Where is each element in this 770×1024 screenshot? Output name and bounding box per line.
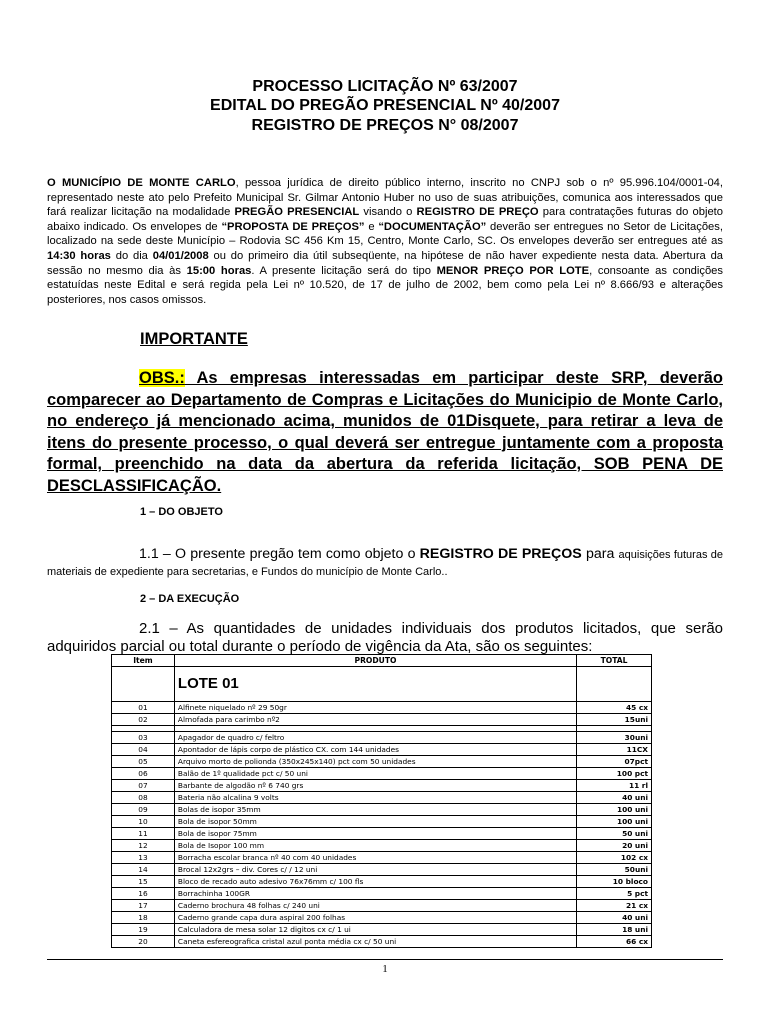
intro-text-4: e	[364, 220, 379, 233]
produto-cell: Bola de isopor 50mm	[174, 816, 576, 828]
produto-cell: Borrachinha 100GR	[174, 888, 576, 900]
table-row	[112, 816, 652, 828]
total-cell: 30uni	[577, 732, 652, 744]
intro-envelope-proposta: “PROPOSTA DE PREÇOS”	[221, 220, 365, 233]
produto-cell: Caderno brochura 48 folhas c/ 240 uni	[174, 900, 576, 912]
produto-cell: Bola de isopor 75mm	[174, 828, 576, 840]
header-registro-number: REGISTRO DE PREÇOS N° 08/2007	[251, 117, 519, 134]
total-cell: 40 uni	[577, 792, 652, 804]
total-cell: 40 uni	[577, 912, 652, 924]
intro-text-2: visando o	[359, 206, 417, 219]
table-row	[112, 744, 652, 756]
table-row	[112, 792, 652, 804]
intro-tipo: MENOR PREÇO POR LOTE	[436, 264, 590, 277]
intro-text-8: . A presente licitação será do tipo	[251, 264, 437, 277]
total-cell: 10 bloco	[577, 876, 652, 888]
section-2-paragraph	[47, 620, 723, 656]
produto-cell: Arquivo morto de polionda (350x245x140) pct com 50 unidades	[174, 756, 576, 768]
item-cell: 03	[112, 732, 175, 744]
total-cell: 07pct	[577, 756, 652, 768]
produto-cell: Balão de 1º qualidade pct c/ 50 uni	[174, 768, 576, 780]
footer-rule	[47, 959, 723, 960]
total-cell: 20 uni	[577, 840, 652, 852]
table-row	[112, 936, 652, 948]
produto-cell: Almofada para carimbo nº2	[174, 714, 576, 726]
intro-text-1: , pessoa jurídica de direito público interno, inscrito no CNPJ sob o nº 95.996.104/0001-04, representado neste ato pelo Prefeito Municipal Sr. Gilmar Antonio Huber no uso de suas atribuições, comunica aos interessados que fará realizar licitação na modalidade	[47, 177, 723, 219]
s1-text-c: para	[581, 546, 619, 562]
total-cell: 102 cx	[577, 852, 652, 864]
total-cell: 66 cx	[577, 936, 652, 948]
table-header-row	[112, 655, 652, 667]
table-row	[112, 840, 652, 852]
intro-modalidade: PREGÃO PRESENCIAL	[234, 206, 360, 219]
total-cell: 21 cx	[577, 900, 652, 912]
total-cell: 100 uni	[577, 816, 652, 828]
header-item: Item	[112, 655, 175, 667]
produto-cell: Alfinete niquelado nº 29 50gr	[174, 702, 576, 714]
produto-cell: Brocal 12x2grs – div. Cores c/ / 12 uni	[174, 864, 576, 876]
produto-cell: Bloco de recado auto adesivo 76x76mm c/ 100 fls	[174, 876, 576, 888]
page-number: 1	[382, 963, 388, 975]
lote-item-cell	[112, 667, 175, 702]
table-row	[112, 714, 652, 726]
item-cell: 02	[112, 714, 175, 726]
table-row	[112, 912, 652, 924]
item-cell: 10	[112, 816, 175, 828]
produto-cell: Bateria não alcalina 9 volts	[174, 792, 576, 804]
header-edital-number: EDITAL DO PREGÃO PRESENCIAL Nº 40/2007	[210, 97, 560, 114]
total-cell: 50uni	[577, 864, 652, 876]
table-row	[112, 702, 652, 714]
lote-row	[112, 667, 652, 702]
total-cell: 50 uni	[577, 828, 652, 840]
lote-total-cell	[577, 667, 652, 702]
intro-text-9: , consoante as condições estatuídas neste Edital e será regida pela Lei nº 10.520, de 17 de julho de 2002, bem como pela Lei nº 8.666/93 e alterações posteriores, nos casos omissos.	[47, 264, 723, 306]
item-cell: 14	[112, 864, 175, 876]
item-cell: 04	[112, 744, 175, 756]
item-cell: 17	[112, 900, 175, 912]
section-1-paragraph	[47, 546, 723, 580]
produto-cell: Apontador de lápis corpo de plástico CX. com 144 unidades	[174, 744, 576, 756]
item-cell: 08	[112, 792, 175, 804]
total-cell: 5 pct	[577, 888, 652, 900]
total-cell: 15uni	[577, 714, 652, 726]
intro-deadline-time: 14:30 horas	[47, 249, 111, 262]
importante-heading: IMPORTANTE	[140, 330, 248, 348]
s1-text-a: 1.1 – O presente pregão tem como objeto o	[139, 546, 420, 562]
obs-paragraph	[47, 368, 723, 497]
item-cell: 11	[112, 828, 175, 840]
intro-registro: REGISTRO DE PREÇO	[416, 206, 539, 219]
produto-cell: Calculadora de mesa solar 12 digitos cx c/ 1 ui	[174, 924, 576, 936]
item-cell: 15	[112, 876, 175, 888]
item-cell: 20	[112, 936, 175, 948]
obs-text: As empresas interessadas em participar deste SRP, deverão comparecer ao Departamento de Compras e Licitações do Municipio de Monte Carlo, no endereço já mencionado acima, munidos de 01Disquete, para retirar a leva de itens do presente processo, o qual deverá ser entregue juntamente com a proposta formal, preenchido na data da abertura da referida licitação, SOB PENA DE DESCLASSIFICAÇÃO.	[47, 369, 723, 495]
table-row	[112, 768, 652, 780]
s1-text-d: aquisições futuras de materiais de expediente para secretarias, e Fundos do município de Monte Carlo..	[47, 549, 723, 578]
section-1-title: 1 – DO OBJETO	[140, 506, 223, 518]
item-cell: 19	[112, 924, 175, 936]
item-cell: 01	[112, 702, 175, 714]
section-2-title: 2 – DA EXECUÇÃO	[140, 593, 240, 605]
table-row	[112, 876, 652, 888]
total-cell: 100 uni	[577, 804, 652, 816]
total-cell: 100 pct	[577, 768, 652, 780]
table-row	[112, 852, 652, 864]
produto-cell: Borracha escolar branca nº 40 com 40 unidades	[174, 852, 576, 864]
table-row	[112, 780, 652, 792]
produto-cell: Barbante de algodão nº 6 740 grs	[174, 780, 576, 792]
table-row	[112, 828, 652, 840]
total-cell: 11CX	[577, 744, 652, 756]
produto-cell: Caneta esfereografica cristal azul ponta média cx c/ 50 uni	[174, 936, 576, 948]
intro-text-5: deverão ser entregues no Setor de Licitações, localizado na sede deste Município – Rodovia SC 456 Km 15, Centro, Monte Carlo, SC. Os envelopes deverão ser entregues até as	[47, 220, 723, 248]
total-cell: 11 rl	[577, 780, 652, 792]
intro-text-6: do dia	[110, 249, 153, 262]
table-row	[112, 924, 652, 936]
s2-text: 2.1 – As quantidades de unidades individuais dos produtos licitados, que serão adquiridos parcial ou total durante o período de vigência da Ata, são os seguintes:	[47, 620, 723, 655]
table-row	[112, 900, 652, 912]
item-cell: 06	[112, 768, 175, 780]
total-cell: 18 uni	[577, 924, 652, 936]
produto-cell: Apagador de quadro c/ feltro	[174, 732, 576, 744]
intro-deadline-date: 04/01/2008	[152, 249, 209, 262]
items-table	[111, 654, 652, 948]
item-cell: 13	[112, 852, 175, 864]
s1-registro: REGISTRO DE PREÇOS	[419, 546, 582, 562]
produto-cell: Bolas de isopor 35mm	[174, 804, 576, 816]
obs-label: OBS.:	[139, 369, 185, 387]
table-row	[112, 888, 652, 900]
table-row	[112, 732, 652, 744]
table-row	[112, 864, 652, 876]
produto-cell: Caderno grande capa dura aspiral 200 folhas	[174, 912, 576, 924]
intro-text-3: para contratações futuras do objeto abaixo indicado. Os envelopes de	[47, 206, 723, 233]
item-cell: 07	[112, 780, 175, 792]
total-cell: 45 cx	[577, 702, 652, 714]
intro-paragraph	[47, 176, 723, 307]
lote-label: LOTE 01	[174, 667, 576, 702]
item-cell: 12	[112, 840, 175, 852]
produto-cell: Bola de Isopor 100 mm	[174, 840, 576, 852]
item-cell: 16	[112, 888, 175, 900]
header-total: TOTAL	[577, 655, 652, 667]
intro-session-time: 15:00 horas	[186, 264, 252, 277]
intro-municipio: O MUNICÍPIO DE MONTE CARLO	[47, 177, 236, 189]
intro-text-7: ou do primeiro dia útil subseqüente, na hipótese de não haver expediente nesta data. Abertura da sessão no mesmo dia às	[47, 249, 724, 277]
header-process-number: PROCESSO LICITAÇÃO Nº 63/2007	[252, 78, 518, 95]
item-cell: 09	[112, 804, 175, 816]
table-row	[112, 756, 652, 768]
item-cell: 05	[112, 756, 175, 768]
table-row	[112, 804, 652, 816]
item-cell: 18	[112, 912, 175, 924]
header-produto: PRODUTO	[174, 655, 576, 667]
intro-envelope-documentacao: “DOCUMENTAÇÃO”	[378, 220, 487, 233]
